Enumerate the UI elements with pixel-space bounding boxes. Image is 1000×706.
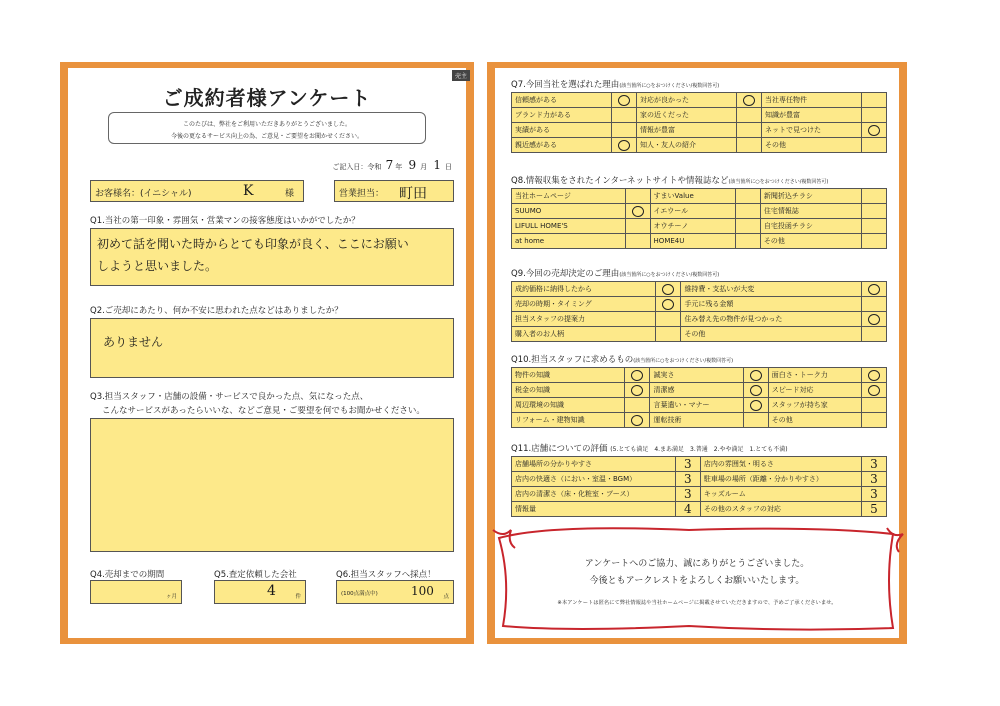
- thanks-line-2: 今後ともアークレストをよろしくお願いいたします。: [589, 576, 805, 586]
- q10_rows-option-label: 清潔感: [650, 383, 743, 398]
- q11-table: [511, 456, 887, 517]
- q8_rows-circle-cell: [862, 234, 887, 249]
- q11-score: 3: [675, 472, 700, 487]
- q10_rows-circle-cell: [862, 383, 887, 398]
- q7_rows-circle-cell: [737, 93, 762, 108]
- q4-unit: ヶ月: [165, 594, 177, 600]
- intro-box: [108, 112, 426, 144]
- q10_rows-row: [512, 413, 887, 428]
- q10_rows-circle-cell: [625, 413, 650, 428]
- circle-mark: [743, 95, 755, 106]
- q10_rows-option-label: 言葉遣い・マナー: [650, 398, 743, 413]
- q9_rows-option-label: 住み替え先の物件が見つかった: [681, 312, 862, 327]
- q10-title-line: [511, 353, 733, 365]
- q10_rows-circle-cell: [743, 413, 768, 428]
- q11-score: 5: [862, 502, 887, 517]
- q10_rows-circle-cell: [743, 383, 768, 398]
- q8_rows-circle-cell: [735, 189, 760, 204]
- q7-note: (該当箇所に○をおつけください/複数回答可): [619, 83, 720, 89]
- q10_rows-option-label: 税金の知識: [512, 383, 625, 398]
- circle-mark: [618, 95, 630, 106]
- circle-mark: [662, 299, 674, 310]
- month-unit: 月: [420, 163, 428, 171]
- q1-answer-box: [90, 228, 454, 286]
- q9_rows-row: [512, 312, 887, 327]
- q11-title-line: [511, 442, 788, 454]
- date-day: 1: [433, 158, 441, 172]
- q7_rows-option-label: その他: [762, 138, 862, 153]
- q8_rows-circle-cell: [625, 204, 650, 219]
- q11-score: 3: [862, 487, 887, 502]
- q7_rows-row: [512, 123, 887, 138]
- circle-mark: [750, 370, 762, 381]
- q8-title-line: [511, 174, 828, 186]
- q8-table: [511, 188, 887, 249]
- q7_rows-circle-cell: [612, 138, 637, 153]
- q7_rows-option-label: ブランド力がある: [512, 108, 612, 123]
- circle-mark: [868, 314, 880, 325]
- circle-mark: [868, 370, 880, 381]
- q8_rows-circle-cell: [735, 234, 760, 249]
- q8_rows-option-label: すまいValue: [650, 189, 735, 204]
- q10_rows-circle-cell: [625, 398, 650, 413]
- q9_rows-row: [512, 297, 887, 312]
- q10_rows-circle-cell: [862, 368, 887, 383]
- day-unit: 日: [445, 163, 452, 171]
- q1-text: Q1.当社の第一印象・雰囲気・営業マンの接客態度はいかがでしたか？: [90, 216, 360, 226]
- circle-mark: [868, 125, 880, 136]
- q11-item-label: 駐車場の場所（距離・分かりやすさ）: [700, 472, 861, 487]
- thanks-line-1: アンケートへのご協力、誠にありがとうございました。: [584, 559, 810, 569]
- intro-line-1: このたびは、弊社をご利用いただきありがとうございました。: [182, 121, 351, 128]
- q9_rows-option-label: 担当スタッフの提案力: [512, 312, 656, 327]
- right-paper: [495, 68, 899, 638]
- q11-score: 3: [675, 487, 700, 502]
- q8_rows-option-label: SUUMO: [512, 204, 626, 219]
- q1-answer-line-1: 初めて話を聞いた時からとても印象が良く、ここにお願い: [97, 237, 409, 251]
- q7_rows-circle-cell: [862, 108, 887, 123]
- q4-text: Q4.売却までの期間: [90, 570, 165, 580]
- q3-text-line-2: こんなサービスがあったらいいな、などご意見・ご要望を何でもお聞かせください。: [102, 406, 425, 416]
- q7_rows-circle-cell: [612, 123, 637, 138]
- q7_rows-row: [512, 138, 887, 153]
- q7_rows-option-label: 信頼感がある: [512, 93, 612, 108]
- q7_rows-circle-cell: [862, 138, 887, 153]
- q8_rows-option-label: at home: [512, 234, 626, 249]
- q9-title: Q9.今回の売却決定のご理由: [511, 269, 620, 279]
- staff-name: 町田: [399, 186, 427, 202]
- ribbon-bow-right: [887, 528, 903, 552]
- q7_rows-circle-cell: [862, 93, 887, 108]
- q9_rows-option-label: 購入者のお人柄: [512, 327, 656, 342]
- q10_rows-row: [512, 398, 887, 413]
- q9_rows-circle-cell: [862, 312, 887, 327]
- q6-unit: 点: [443, 594, 449, 600]
- q9_rows-option-label: その他: [681, 327, 862, 342]
- q8_rows-circle-cell: [625, 189, 650, 204]
- q11-item-label: キッズルーム: [700, 487, 861, 502]
- footnote: ※本アンケートは匿名にて弊社情報誌や当社ホームページに掲載させていただきますので、予めご了承くださいませ。: [557, 600, 837, 606]
- q4-answer-box: [90, 580, 182, 604]
- q7_rows-circle-cell: [737, 123, 762, 138]
- q8_rows-row: [512, 204, 887, 219]
- q10-note: (該当箇所に○をおつけください/複数回答可): [633, 358, 734, 364]
- q7_rows-circle-cell: [737, 138, 762, 153]
- q2-text: Q2.ご売却にあたり、何か不安に思われた点などはありましたか？: [90, 306, 343, 316]
- q11-score: 3: [675, 457, 700, 472]
- q9_rows-row: [512, 327, 887, 342]
- q7-title: Q7.今回当社を選ばれた理由: [511, 80, 620, 90]
- q8-title: Q8.情報収集をされたインターネットサイトや情報誌など: [511, 176, 729, 186]
- date-label: ご記入日：令和: [332, 163, 382, 171]
- circle-mark: [631, 370, 643, 381]
- q8_rows-circle-cell: [625, 234, 650, 249]
- q8_rows-circle-cell: [862, 219, 887, 234]
- q8_rows-option-label: LIFULL HOME'S: [512, 219, 626, 234]
- q8_rows-option-label: 当社ホームページ: [512, 189, 626, 204]
- circle-mark: [750, 385, 762, 396]
- q9-note: (該当箇所に○をおつけください/複数回答可): [619, 272, 720, 278]
- customer-label: お客様名：(イニシャル): [95, 189, 192, 199]
- q11-item-label: 店内の清潔さ（床・化粧室・ブース）: [512, 487, 676, 502]
- q11-row: [512, 457, 887, 472]
- q10_rows-option-label: スタッフが持ち家: [768, 398, 861, 413]
- q7_rows-option-label: 知人・友人の紹介: [637, 138, 737, 153]
- q10_rows-option-label: 周辺環境の知識: [512, 398, 625, 413]
- q5-unit: 件: [295, 594, 301, 600]
- q5-answer: 4: [267, 583, 276, 599]
- left-survey-page: [60, 62, 474, 644]
- q9-table: [511, 281, 887, 342]
- q8_rows-circle-cell: [735, 204, 760, 219]
- q8_rows-circle-cell: [862, 189, 887, 204]
- corner-tag: 売主: [452, 70, 470, 81]
- q8_rows-option-label: イエウール: [650, 204, 735, 219]
- q9_rows-option-label: 成約価格に納得したから: [512, 282, 656, 297]
- q10_rows-option-label: スピード対応: [768, 383, 861, 398]
- q6-hint: (100点満点中): [341, 591, 378, 597]
- q7_rows-option-label: 当社専任物件: [762, 93, 862, 108]
- customer-initial: K: [243, 183, 254, 199]
- q10_rows-circle-cell: [743, 368, 768, 383]
- q9-title-line: [511, 267, 719, 279]
- q10_rows-option-label: リフォーム・建物知識: [512, 413, 625, 428]
- q8_rows-option-label: 新聞折込チラシ: [760, 189, 861, 204]
- q8_rows-option-label: HOME4U: [650, 234, 735, 249]
- q10-title: Q10.担当スタッフに求めるもの: [511, 355, 634, 365]
- q7_rows-circle-cell: [612, 108, 637, 123]
- q2-answer-box: [90, 318, 454, 378]
- q6-answer-box: [336, 580, 454, 604]
- date-year: 7: [385, 158, 394, 172]
- q10_rows-circle-cell: [625, 383, 650, 398]
- q2-answer: ありません: [103, 335, 164, 349]
- q9_rows-circle-cell: [862, 327, 887, 342]
- q10_rows-option-label: その他: [768, 413, 861, 428]
- q10_rows-option-label: 運転技術: [650, 413, 743, 428]
- q11-row: [512, 472, 887, 487]
- circle-mark: [618, 140, 630, 151]
- q9_rows-circle-cell: [656, 312, 681, 327]
- customer-name-field: [90, 180, 304, 202]
- q11-score: 3: [862, 457, 887, 472]
- q6-answer: 100: [411, 584, 434, 598]
- q11-item-label: 店内の雰囲気・明るさ: [700, 457, 861, 472]
- q7_rows-option-label: 対応が良かった: [637, 93, 737, 108]
- staff-label: 営業担当：: [339, 189, 385, 199]
- left-paper: [68, 68, 466, 638]
- staff-field: [334, 180, 454, 202]
- circle-mark: [632, 206, 644, 217]
- q8_rows-row: [512, 234, 887, 249]
- q8-note: (該当箇所に○をおつけください/複数回答可): [728, 179, 829, 185]
- q7-title-line: [511, 78, 719, 90]
- q5-text: Q5.査定依頼した会社: [214, 570, 297, 580]
- q11-item-label: その他のスタッフの対応: [700, 502, 861, 517]
- q11-item-label: 店舗場所の分かりやすさ: [512, 457, 676, 472]
- q7_rows-option-label: 実績がある: [512, 123, 612, 138]
- q7_rows-row: [512, 93, 887, 108]
- q9_rows-option-label: 手元に残る金額: [681, 297, 862, 312]
- q11-row: [512, 502, 887, 517]
- q7_rows-circle-cell: [737, 108, 762, 123]
- q9_rows-option-label: 維持費・支払いが大変: [681, 282, 862, 297]
- circle-mark: [631, 385, 643, 396]
- q10_rows-row: [512, 383, 887, 398]
- date-line: [332, 158, 452, 172]
- q9_rows-circle-cell: [656, 297, 681, 312]
- q7_rows-option-label: 情報が豊富: [637, 123, 737, 138]
- q7_rows-option-label: ネットで見つけた: [762, 123, 862, 138]
- q1-answer-line-2: しようと思いました。: [97, 259, 218, 273]
- q7_rows-circle-cell: [862, 123, 887, 138]
- q8_rows-circle-cell: [625, 219, 650, 234]
- year-unit: 年: [395, 163, 403, 171]
- q11-scale: (5.とても満足 4.まあ満足 3.普通 2.やや満足 1.とても不満): [610, 446, 788, 453]
- q10_rows-option-label: 面白さ・トーク力: [768, 368, 861, 383]
- circle-mark: [750, 400, 762, 411]
- q8_rows-option-label: オウチーノ: [650, 219, 735, 234]
- q10_rows-circle-cell: [743, 398, 768, 413]
- q3-answer-box: [90, 418, 454, 552]
- q8_rows-option-label: 住宅情報誌: [760, 204, 861, 219]
- q8_rows-option-label: その他: [760, 234, 861, 249]
- q7_rows-option-label: 親近感がある: [512, 138, 612, 153]
- q8_rows-circle-cell: [735, 219, 760, 234]
- intro-line-2: 今後の更なるサービス向上の為、ご意見・ご要望をお聞かせください。: [170, 133, 363, 140]
- q5-answer-box: [214, 580, 306, 604]
- q9_rows-circle-cell: [862, 297, 887, 312]
- q9_rows-circle-cell: [862, 282, 887, 297]
- circle-mark: [631, 415, 643, 426]
- q11-item-label: 情報量: [512, 502, 676, 517]
- q9_rows-circle-cell: [656, 282, 681, 297]
- circle-mark: [868, 385, 880, 396]
- q3-text-line-1: Q3.担当スタッフ・店舗の設備・サービスで良かった点、気になった点、: [90, 392, 369, 402]
- circle-mark: [662, 284, 674, 295]
- ribbon-bow-left: [493, 530, 515, 548]
- survey-title: ご成約者様アンケート: [162, 86, 372, 110]
- circle-mark: [868, 284, 880, 295]
- q7-table: [511, 92, 887, 153]
- q10_rows-option-label: 誠実さ: [650, 368, 743, 383]
- q7_rows-row: [512, 108, 887, 123]
- q10-table: [511, 367, 887, 428]
- q8_rows-circle-cell: [862, 204, 887, 219]
- q10_rows-circle-cell: [862, 398, 887, 413]
- q7_rows-circle-cell: [612, 93, 637, 108]
- q11-title: Q11.店舗についての評価: [511, 444, 608, 454]
- date-month: 9: [408, 158, 417, 172]
- q11-row: [512, 487, 887, 502]
- q10_rows-row: [512, 368, 887, 383]
- q7_rows-option-label: 知識が豊富: [762, 108, 862, 123]
- customer-suffix: 様: [285, 189, 295, 199]
- q8_rows-row: [512, 189, 887, 204]
- q7_rows-option-label: 家の近くだった: [637, 108, 737, 123]
- q10_rows-circle-cell: [862, 413, 887, 428]
- q11-item-label: 店内の快適さ（におい・室温・BGM）: [512, 472, 676, 487]
- q11-score: 3: [862, 472, 887, 487]
- q11-score: 4: [675, 502, 700, 517]
- q10_rows-circle-cell: [625, 368, 650, 383]
- q9_rows-option-label: 売却の時期・タイミング: [512, 297, 656, 312]
- q6-text: Q6.担当スタッフへ採点！: [336, 570, 436, 580]
- q10_rows-option-label: 物件の知識: [512, 368, 625, 383]
- right-survey-page: [487, 62, 907, 644]
- q9_rows-row: [512, 282, 887, 297]
- q9_rows-circle-cell: [656, 327, 681, 342]
- q8_rows-option-label: 自宅投函チラシ: [760, 219, 861, 234]
- q8_rows-row: [512, 219, 887, 234]
